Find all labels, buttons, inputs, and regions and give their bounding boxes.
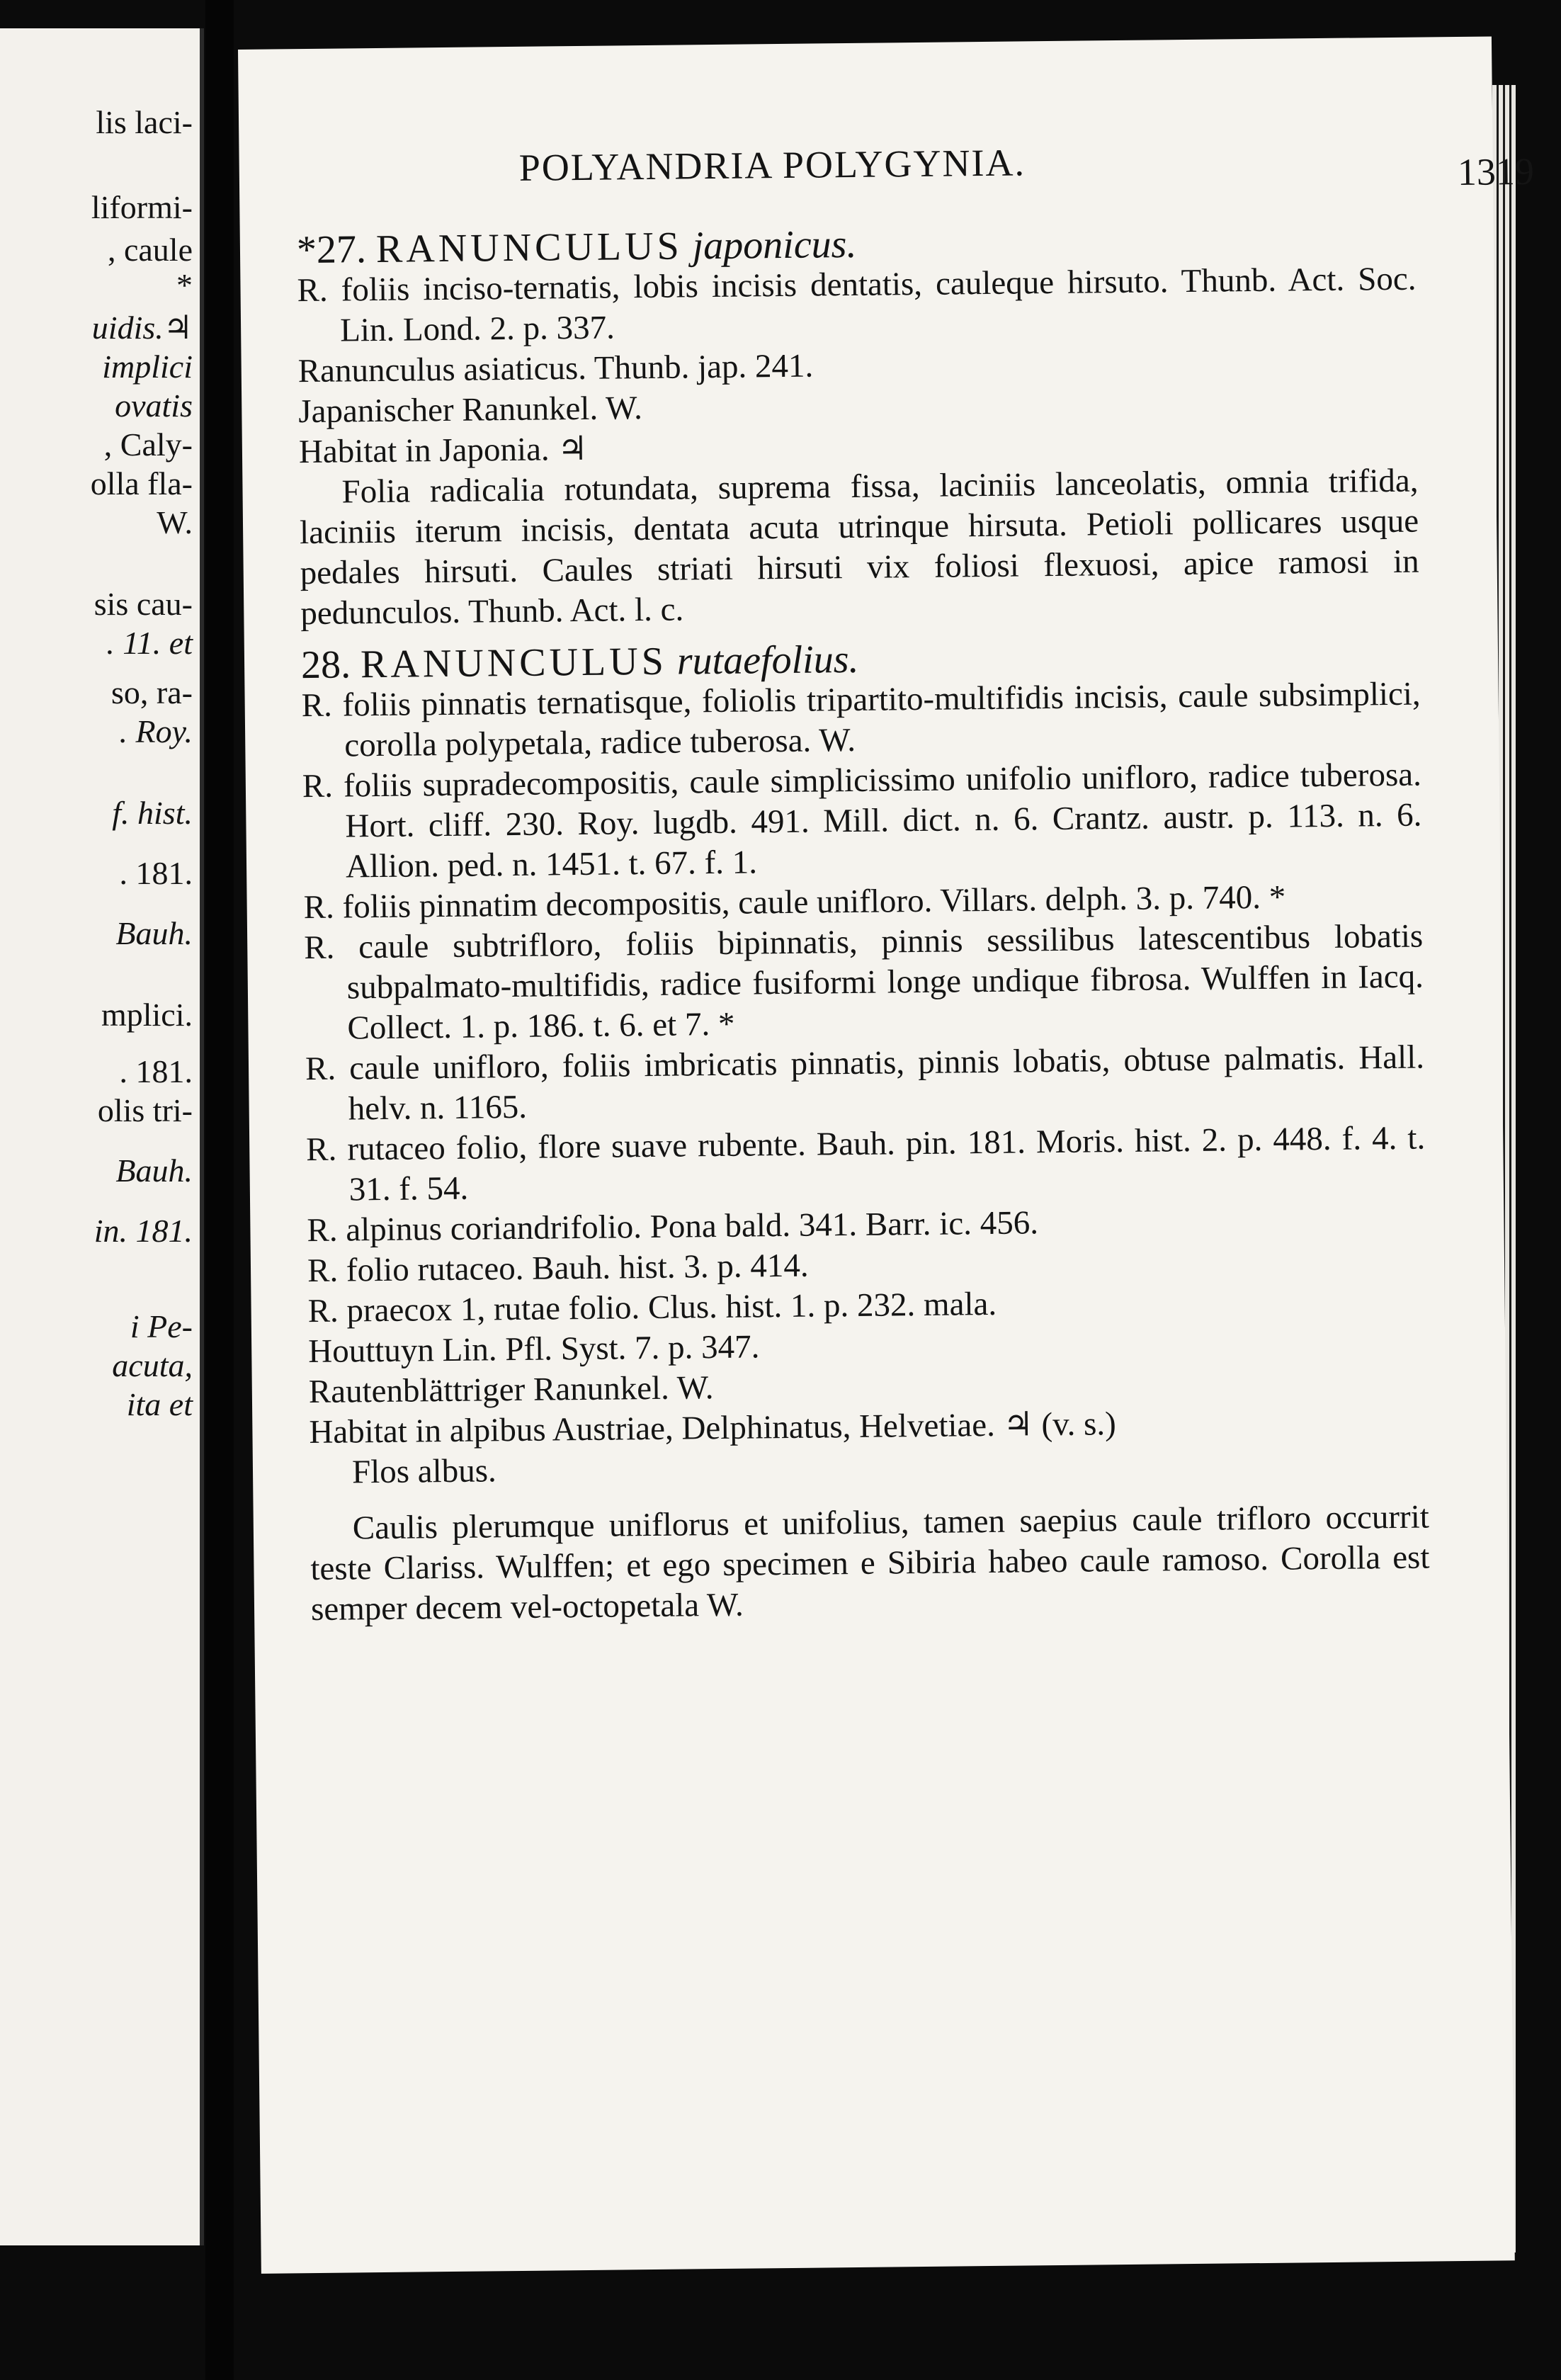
entry-number: *27.: [296, 227, 367, 273]
facing-page-fragment: *: [176, 267, 193, 303]
genus-name: RANUNCULUS: [375, 224, 683, 271]
facing-page-fragment: Bauh.: [115, 1152, 193, 1189]
facing-page-fragment: sis cau-: [93, 586, 193, 622]
facing-page-fragment: . Roy.: [119, 713, 193, 749]
facing-page-fragment: ita et: [126, 1386, 193, 1422]
book-gutter: [205, 0, 234, 2380]
facing-page-fragment: so, ra-: [111, 674, 193, 710]
text-line: Caulis plerumque uniflorus et unifolius, tamen saepius caule trifloro occurrit teste Clariss. Wulffen; et ego specimen e Sibiria habeo caule ramoso. Corolla est semper decem vel-octopetala W.: [310, 1498, 1430, 1628]
text-line: Houttuyn Lin. Pfl. Syst. 7. p. 347.: [307, 1328, 760, 1371]
book-page: [238, 36, 1535, 2273]
facing-page: [0, 28, 204, 2245]
text-line: Folia radicalia rotundata, suprema fissa, laciniis lanceolatis, omnia trifida, laciniis iterum incisis, dentata acuta utrinque hirsuta. Petioli pollicares usque pedales hirsuti. Caules striati hirsuti vix foliosi flexuosi, apice ramosi in pedunculos. Thunb. Act. l. c.: [299, 462, 1419, 633]
text-line: Flos albus.: [351, 1452, 497, 1491]
text-line: R. caule subtrifloro, foliis bipinnatis, pinnis sessilibus latescentibus lobatis subpalmato-multifidis, radice fusiformi longe undique fibrosa. Wulffen in Iacq. Collect. 1. p. 186. t. 6. et 7. *: [304, 917, 1424, 1047]
facing-page-fragment: liformi-: [91, 189, 193, 225]
text-line: R. foliis inciso-ternatis, lobis incisis dentatis, cauleque hirsuto. Thunb. Act. Soc. Lin. Lond. 2. p. 337.: [297, 260, 1417, 349]
species-name: rutaefolius.: [676, 637, 859, 684]
text-line: R. foliis supradecompositis, caule simplicissimo unifolio unifloro, radice tuberosa. Hort. cliff. 230. Roy. lugdb. 491. Mill. dict. n. 6. Crantz. austr. p. 113. n. 6. Allion. ped. n. 1451. t. 67. f. 1.: [302, 756, 1422, 885]
facing-page-fragment: implici: [102, 348, 193, 385]
text-line: R. alpinus coriandrifolio. Pona bald. 341. Barr. ic. 456.: [307, 1204, 1039, 1250]
text-line: R. folio rutaceo. Bauh. hist. 3. p. 414.: [307, 1247, 809, 1290]
facing-page-fragment: mplici.: [101, 997, 193, 1033]
facing-page-fragment: olla fla-: [90, 465, 193, 502]
entry-number: 28.: [300, 642, 351, 688]
facing-page-fragment: i Pe-: [130, 1308, 193, 1344]
facing-page-fragment: ovatis: [115, 387, 193, 424]
species-name: japonicus.: [692, 222, 857, 268]
facing-page-fragment: in. 181.: [93, 1213, 193, 1249]
facing-page-fragment: acuta,: [112, 1347, 193, 1383]
facing-page-fragment: W.: [157, 504, 193, 540]
facing-page-fragment: . 181.: [119, 855, 193, 891]
text-line: R. rutaceo folio, flore suave rubente. Bauh. pin. 181. Moris. hist. 2. p. 448. f. 4. t. 31. f. 54.: [305, 1119, 1426, 1208]
genus-name: RANUNCULUS: [360, 639, 668, 687]
text-line: Habitat in Japonia. ♃: [298, 430, 588, 471]
facing-page-fragment: , Caly-: [103, 426, 193, 463]
text-line: Ranunculus asiaticus. Thunb. jap. 241.: [297, 347, 814, 390]
facing-page-fragment: lis laci-: [96, 104, 193, 140]
text-line: R. caule unifloro, foliis imbricatis pinnatis, pinnis lobatis, obtuse palmatis. Hall. helv. n. 1165.: [305, 1038, 1425, 1128]
page-content: [297, 208, 1431, 1630]
facing-page-fragment: . 181.: [119, 1053, 193, 1089]
facing-page-fragment: , caule: [107, 232, 193, 268]
text-line: Rautenblättriger Ranunkel. W.: [308, 1369, 714, 1411]
page-number: 1319: [1457, 149, 1535, 193]
facing-page-fragment: olis tri-: [97, 1092, 193, 1128]
text-line: R. praecox 1, rutae folio. Clus. hist. 1. p. 232. mala.: [307, 1285, 997, 1330]
facing-page-fragment: Bauh.: [115, 915, 193, 951]
facing-page-fragment: f. hist.: [112, 795, 193, 831]
text-line: R. foliis pinnatis ternatisque, foliolis tripartito-multifidis incisis, caule subsimplici, corolla polypetala, radice tuberosa. W.: [301, 675, 1421, 764]
text-line: R. foliis pinnatim decompositis, caule unifloro. Villars. delph. 3. p. 740. *: [303, 878, 1286, 926]
facing-page-fragment: . 11. et: [106, 625, 193, 661]
facing-page-fragment: uidis.♃: [91, 310, 193, 346]
text-line: Japanischer Ranunkel. W.: [298, 390, 643, 431]
running-header: POLYANDRIA POLYGYNIA.: [518, 141, 1026, 189]
text-line: Habitat in alpibus Austriae, Delphinatus, Helvetiae. ♃ (v. s.): [309, 1405, 1117, 1451]
